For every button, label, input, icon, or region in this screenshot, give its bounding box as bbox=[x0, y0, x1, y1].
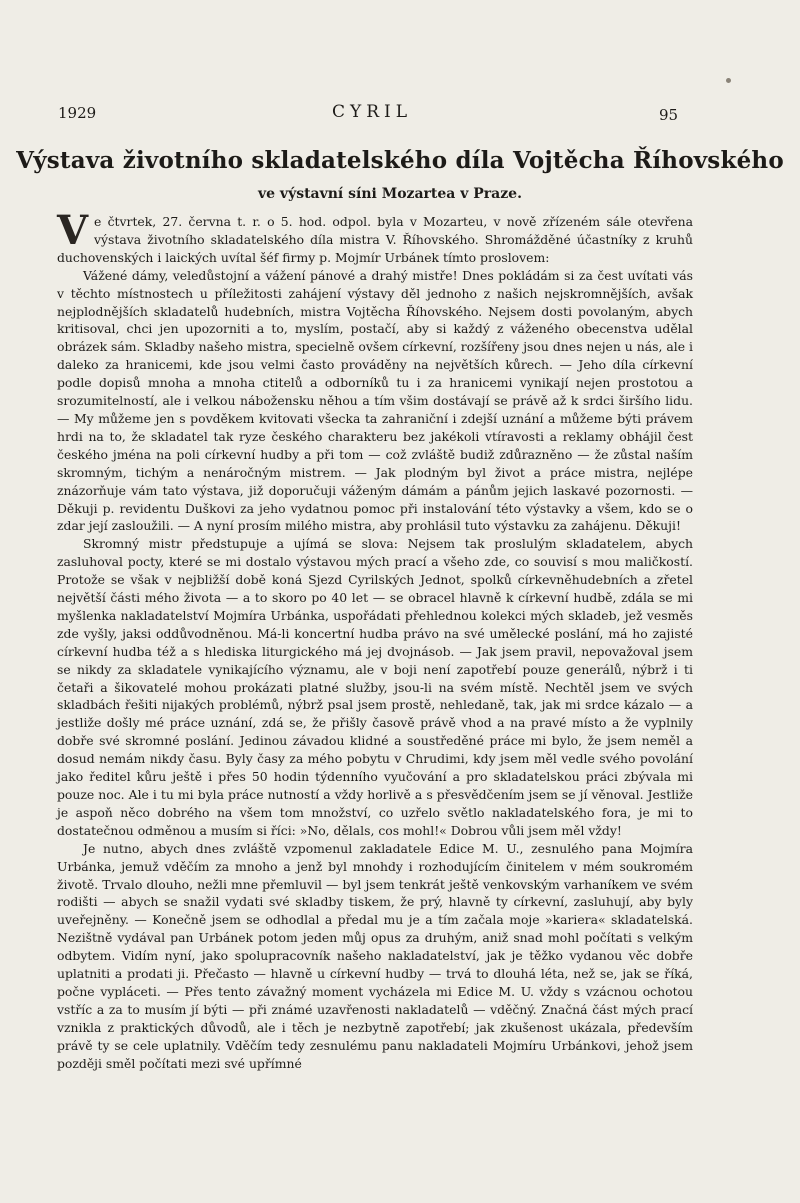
drop-cap: V bbox=[57, 207, 89, 254]
paragraph-3: Skromný mistr předstupuje a ujímá se slova: Nejsem tak proslulým skladatelem, abych zasluhoval pocty, které se mi dostalo výstavou mých prací a všeho zde, co souvisí s mou maličkostí. Protože se však v nejbližší době koná Sjezd Cyrilských Jednot, spolků církevněhudebních a zřetel největší části mého života — a to skoro po 40 let — se obracel hlavně k církevní hudbě, zdála se mi myšlenka nakladatelství Mojmíra Urbánka, uspořádati přehlednou kolekci mých skladeb, jež vesměs zde vyšly, jaksi oddůvodněnou. Má-li koncertní hudba právo na své umělecké poslání, má ho zajisté církevní hudba též a s hlediska liturgického má jej dvojnásob. — Jak jsem pravil, nepovažoval jsem se nikdy za skladatele vynikajícího významu, ale v boji není zapotřebí pouze generálů, nýbrž i ti četaři a šikovatelé mohou prokázati platné služby, jsou-li na svém místě. Nechtěl jsem ve svých skladbách řešiti nijakých problémů, nýbrž psal jsem prostě, nehledaně, tak, jak mi srdce kázalo — a jestliže došly mé práce uznání, zdá se, že přišly časově právě vhod a na pravé místo a že vyplnily dobře své skromné poslání. Jedinou závadou klidné a soustředěné práce mi bylo, že jsem neměl a dosud nemám nikdy času. Byly časy za mého pobytu v Chrudimi, kdy jsem měl vedle svého povolání jako ředitel kůru ještě i přes 50 hodin týdenního vyučování a pro skladatelskou práci zbývala mi pouze noc. Ale i tu mi byla práce nutností a vždy horlivě a s přesvědčením jsem se jí věnoval. Jestliže je aspoň něco dobrého na všem tom množství, co uzřelo světlo nakladatelského fora, je mi to dostatečnou odměnou a musím si říci: »No, dělals, cos mohl!« Dobrou vůli jsem měl vždy! bbox=[57, 536, 693, 838]
header-year: 1929 bbox=[58, 104, 97, 122]
header-journal-name: CYRIL bbox=[332, 102, 413, 122]
article-body bbox=[57, 207, 693, 1073]
paragraph-4: Je nutno, abych dnes zvláště vzpomenul zakladatele Edice M. U., zesnulého pana Mojmíra Urbánka, jemuž vděčím za mnoho a jenž byl mnohdy i rozhodujícím činitelem v mém soukromém životě. Trvalo dlouho, nežli mne přemluvil — byl jsem tenkrát ještě venkovským varhaníkem ve svém rodišti — abych se snažil vydati své skladby tiskem, že prý, hlavně ty církevní, zasluhují, aby byly uveřejněny. — Konečně jsem se odhodlal a předal mu je a tím začala moje »kariera« skladatelská. Nezištně vydával pan Urbánek potom jeden můj opus za druhým, aniž snad mohl počítati s velkým odbytem. Vidím nyní, jako spolupracovník našeho nakladatelství, jak je těžko vydanou věc dobře uplatniti a prodati ji. Přečasto — hlavně u církevní hudby — trvá to dlouhá léta, než se, jak se říká, počne vypláceti. — Přes tento závažný moment vycházela mi Edice M. U. vždy s vzácnou ochotou vstříc a za to musím jí býti — při známé uzavřenosti nakladatelů — vděčný. Značná část mých prací vznikla z praktických důvodů, ale i těch je nezbytně zapotřebí; jak zkušenost ukázala, především právě ty se cele uplatnily. Vděčím tedy zesnulému panu nakladateli Mojmíru Urbánkovi, jehož jsem později směl počítati mezi své upřímné bbox=[57, 840, 693, 1071]
paragraph-2: Vážené dámy, veledůstojní a vážení pánové a drahý mistře! Dnes pokládám si za čest uvítati vás v těchto místnostech u příležitosti zahájení výstavy děl jednoho z našich nejskromnějších, avšak nejplodnějších skladatelů hudebních, mistra Vojtěcha Říhovského. Nejsem dosti povolaným, abych kritisoval, chci jen upozorniti a to, myslím, postačí, aby si každý z váženého obecenstva udělal obrázek sám. Skladby našeho mistra, specielně ovšem církevní, rozšířeny jsou dnes nejen u nás, ale i daleko za hranicemi, kde jsou velmi často prováděny na největších kůrech. — Jeho díla církevní podle dopisů mnoha a mnoha ctitelů a odborníků tu i za hranicemi vynikají nejen prostotou a srozumitelností, ale i velkou nábožensku něhou a tím všim dostávají se právě až k srdci širšího lidu. — My můžeme jen s povděkem kvitovati všecka ta zahraniční i zdejší uznání a můžeme býti právem hrdi na to, že skladatel tak ryze českého charakteru bez jakékoli vtíravosti a reklamy obhájil čest českého jména na poli církevní hudby a při tom — což zvláště budiž zdůrazněno — že zůstal naším skromným, tichým a nenáročným mistrem. — Jak plodným byl život a práce mistra, nejlépe znázorňuje vám tato výstava, již doporučuji váženým dámám a pánům jejich laskavé pozornosti. — Děkuji p. revidentu Duškovi za jeho vydatnou pomoc při instalování této výstavky a všem, kdo se o zdar její zasloužili. — A nyní prosím milého mistra, aby prohlásil tuto výstavku za zahájenu. Děkuji! bbox=[57, 267, 693, 534]
paragraph-1-text: e čtvrtek, 27. června t. r. o 5. hod. odpol. byla v Mozarteu, v nově zřízeném sále otevřena výstava životního skladatelského díla mistra V. Říhovského. Shromážděné účastníky z kruhů duchovenských i laických uvítal šéf firmy p. Mojmír Urbánek tímto proslovem: bbox=[57, 214, 693, 265]
article-title: Výstava životního skladatelského díla Vojtěcha Říhovského bbox=[16, 147, 784, 174]
paragraph-1 bbox=[57, 207, 693, 267]
header-page-number: 95 bbox=[659, 106, 679, 124]
paper-speck bbox=[726, 78, 731, 83]
article-subtitle: ve výstavní síni Mozartea v Praze. bbox=[258, 186, 522, 202]
